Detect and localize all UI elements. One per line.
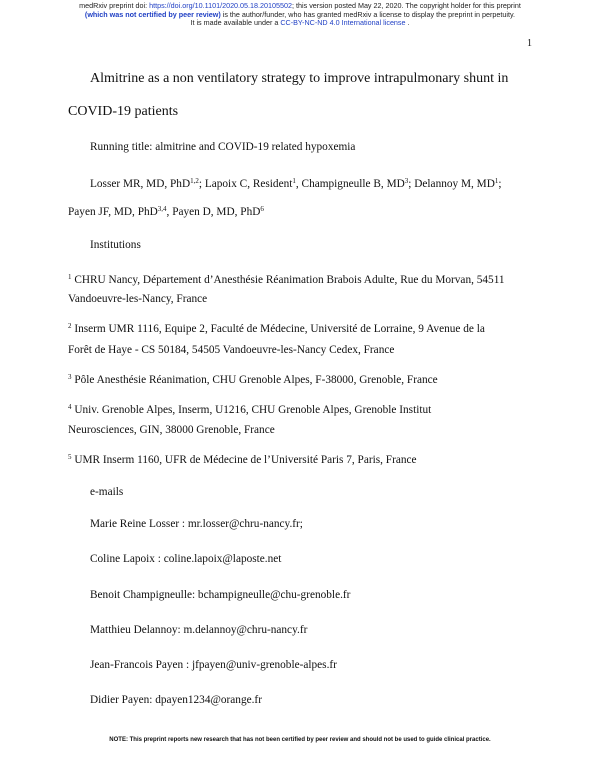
header-line-1: medRxiv preprint doi: https://doi.org/10.1101/2020.05.18.20105502; this version posted May 22, 2020. The copyright holder for this preprint bbox=[79, 1, 521, 10]
license-link[interactable]: CC-BY-NC-ND 4.0 International license bbox=[280, 18, 406, 28]
email-list-item: Matthieu Delannoy: m.delannoy@chru-nancy.fr bbox=[90, 624, 308, 636]
page-number: 1 bbox=[527, 38, 532, 49]
institution-4-line-1: $^4$ Univ. Grenoble Alpes, Inserm, U1216, CHU Grenoble Alpes, Grenoble Institut bbox=[68, 403, 432, 416]
institution-2-line-2: Forêt de Haye - CS 50184, 54505 Vandoeuvre-les-Nancy Cedex, France bbox=[68, 344, 395, 356]
authors-line-1: Losser MR, MD, PhD$^{1,2}$; Lapoix C, Resident$^1$, Champigneulle B, $MD^3$; Delannoy M, $MD^1$; bbox=[90, 177, 502, 190]
preprint-header bbox=[0, 2, 600, 28]
institution-2-line-1: $^2$ Inserm UMR 1116, Equipe 2, Faculté de Médecine, Université de Lorraine, 9 Avenue de la bbox=[68, 322, 485, 335]
preprint-footer-note: NOTE: This preprint reports new research that has not been certified by peer review and should not be used to guide clinical practice. bbox=[109, 737, 491, 743]
institutions-heading: Institutions bbox=[90, 239, 141, 251]
running-title: Running title: almitrine and COVID-19 related hypoxemia bbox=[90, 141, 356, 153]
emails-heading: e-mails bbox=[90, 486, 124, 498]
institution-5: $^5$ UMR Inserm 1160, UFR de Médecine de l’Université Paris 7, Paris, France bbox=[68, 453, 417, 466]
authors-line-2: Payen JF, MD, PhD$^{3,4}$, Payen D, MD, PhD$^6$ bbox=[68, 205, 264, 218]
email-list-item: Marie Reine Losser : mr.losser@chru-nancy.fr; bbox=[90, 518, 303, 530]
doi-link[interactable]: https://doi.org/10.1101/2020.05.18.20105502 bbox=[149, 1, 293, 10]
email-list-item: Coline Lapoix : coline.lapoix@laposte.net bbox=[90, 553, 282, 565]
header-line-2: (which was not certified by peer review) is the author/funder, who has granted medRxiv a license to display the preprint in perpetuity. bbox=[84, 9, 516, 19]
institution-4-line-2: Neurosciences, GIN, 38000 Grenoble, France bbox=[68, 424, 275, 436]
email-list-item: Jean-Francois Payen : jfpayen@univ-grenoble-alpes.fr bbox=[90, 659, 337, 671]
paper-title-line-2: COVID-19 patients bbox=[68, 104, 179, 119]
header-line-3: It is made available under a CC-BY-NC-ND 4.0 International license . bbox=[190, 18, 410, 28]
institution-3: $^3$ Pôle Anesthésie Réanimation, CHU Grenoble Alpes, F-38000, Grenoble, France bbox=[68, 373, 438, 386]
institution-1-line-1: $^1$ CHRU Nancy, Département d’Anesthésie Réanimation Brabois Adulte, Rue du Morvan, 54511 bbox=[68, 273, 505, 286]
institution-1-line-2: Vandoeuvre-les-Nancy, France bbox=[68, 293, 208, 305]
email-list-item: Didier Payen: dpayen1234@orange.fr bbox=[90, 694, 262, 706]
email-list-item: Benoit Champigneulle: bchampigneulle@chu-grenoble.fr bbox=[90, 589, 351, 601]
paper-title-line-1: Almitrine as a non ventilatory strategy to improve intrapulmonary shunt in bbox=[90, 71, 509, 86]
